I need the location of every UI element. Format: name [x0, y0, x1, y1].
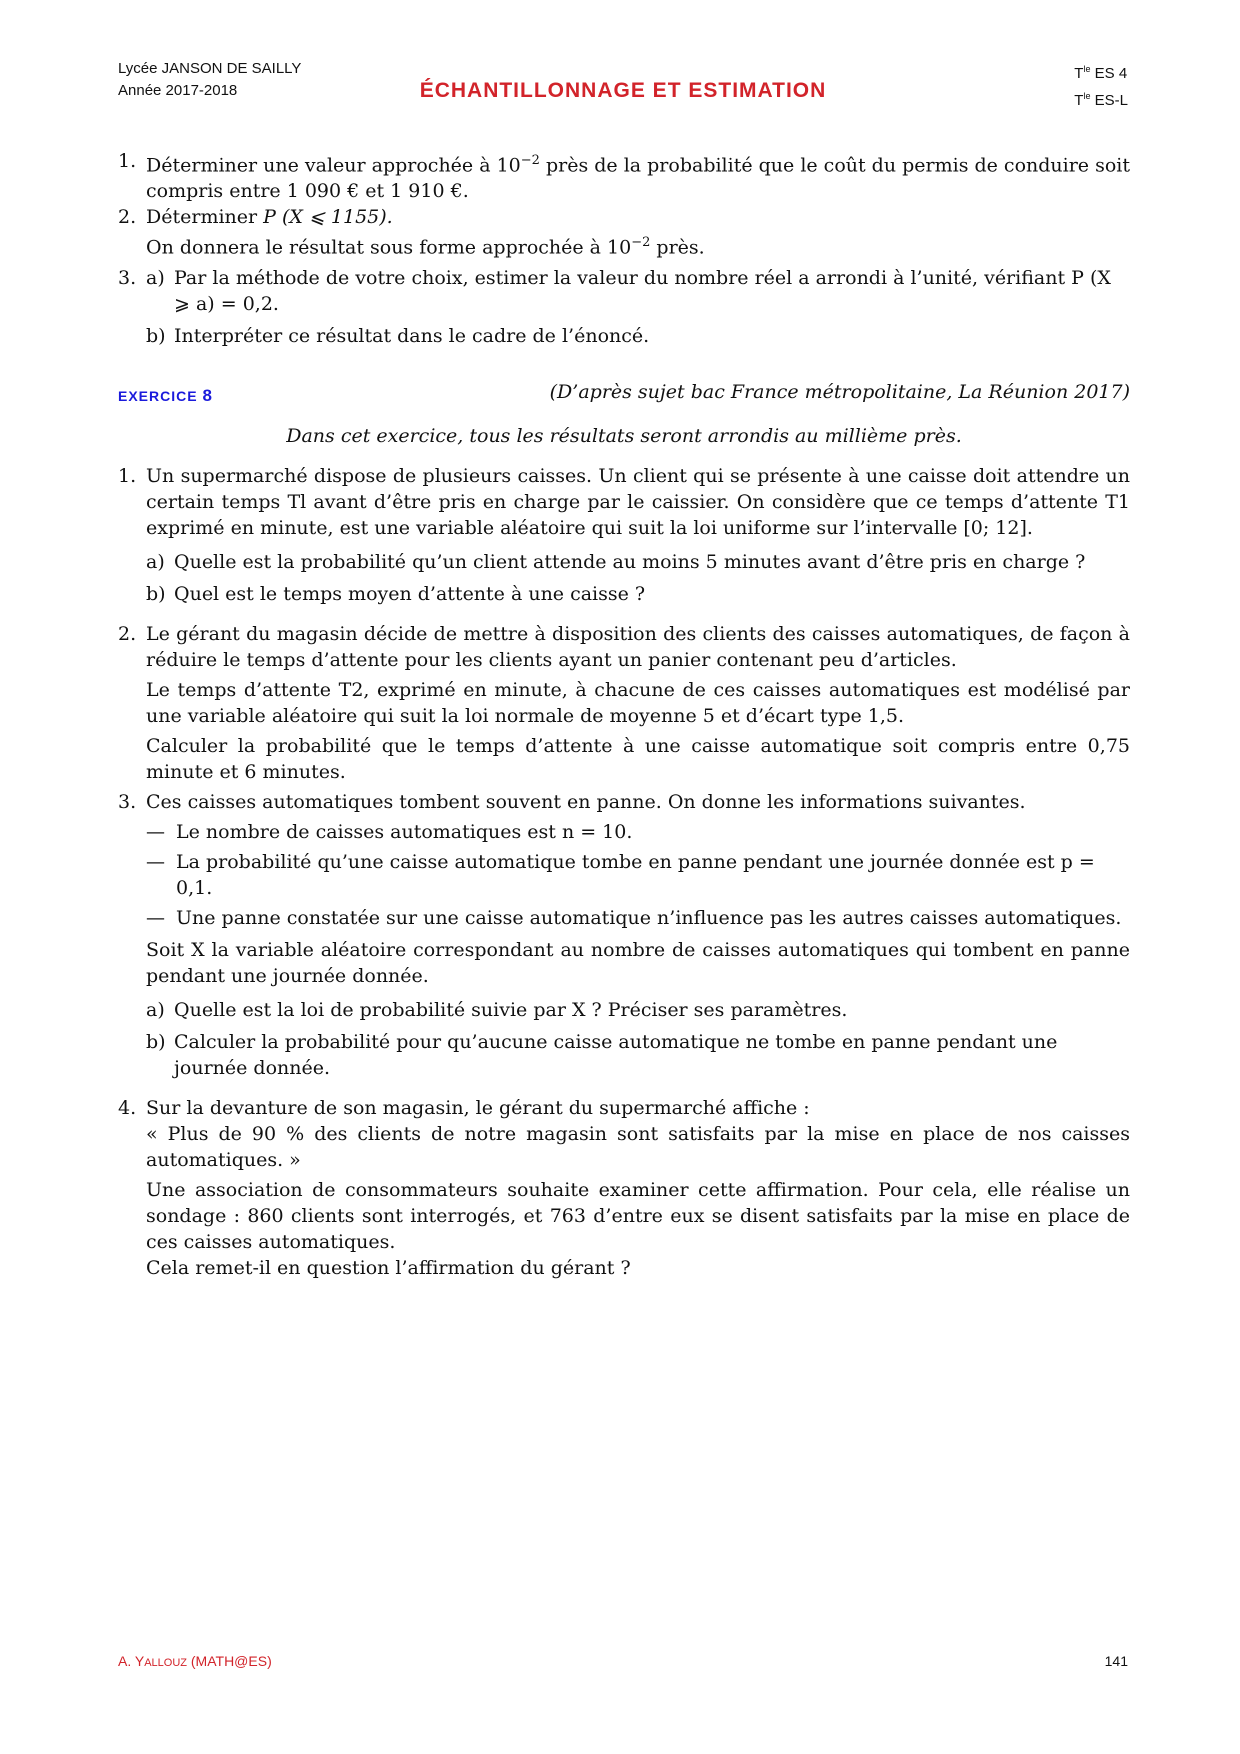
class-1: $T^{le}$ ES 4 — [1074, 64, 1128, 82]
ex8-q3-info-3: — Une panne constatée sur une caisse automatique n’influence pas les autres caisses automatiques. — [146, 906, 1122, 929]
ex8-q1a: a) Quelle est la probabilité qu’un client attende au moins 5 minutes avant d’être pris en charge ? — [146, 550, 1086, 573]
ex8-q3-info-2: — La probabilité qu’une caisse automatique tombe en panne pendant une journée donnée est p = 0,1. — [146, 850, 1095, 899]
ex8-question-2: 2. Le gérant du magasin décide de mettre à disposition des clients des caisses automatiques, de façon à réduire le temps d’attente pour les clients ayant un panier contenant peu d’articles. Le temps d’attente T2, exprimé en minute, à chacune de ces caisses automatiques est modélisé par une variable aléatoire qui suit la loi normale de moyenne 5 et d’écart type 1,5. Calculer la probabilité que le temps d’attente à une caisse automatique soit compris entre 0,75 minute et 6 minutes. — [118, 622, 1130, 783]
ex7-question-2: 2. Déterminer P (X ⩽ 1155). On donnera le résultat sous forme approchée à $10^{-2}$ près. — [118, 206, 705, 259]
ex7-q3b: b) Interpréter ce résultat dans le cadre de l’énoncé. — [146, 324, 650, 347]
ex8-question-4: 4. Sur la devanture de son magasin, le gérant du supermarché affiche : « Plus de 90 % des clients de notre magasin sont satisfaits par la mise en place de nos caisses automatiques. » Une association de consommateurs souhaite examiner cette affirmation. Pour cela, elle réalise un sondage : 860 clients sont interrogés, et 763 d’entre eux se disent satisfaits par la mise en place de ces caisses automatiques. Cela remet-il en question l’affirmation du gérant ? — [118, 1096, 1130, 1279]
ex8-q3a: a) Quelle est la loi de probabilité suivie par X ? Préciser ses paramètres. — [146, 998, 848, 1021]
school-name: Lycée JANSON DE SAILLY — [118, 60, 302, 77]
ex8-question-1: 1. Un supermarché dispose de plusieurs caisses. Un client qui se présente à une caisse doit attendre un certain temps Tl avant d’être pris en charge par le caissier. On considère que ce temps d’attente T1 exprimé en minute, est une variable aléatoire qui suit la loi uniforme sur l’intervalle [0; 12]. a) Quelle est la probabilité qu’un client attende au moins 5 minutes avant d’être pris en charge ? b) Quel est le temps moyen d’attente à une caisse ? — [118, 464, 1130, 605]
page-number: 141 — [1104, 1653, 1128, 1669]
ex8-q3-info-1: — Le nombre de caisses automatiques est n = 10. — [146, 820, 633, 843]
class-2: $T^{le}$ ES-L — [1074, 91, 1128, 109]
author: A. YALLOUZ (MATH@ES) — [118, 1653, 272, 1669]
chapter-title: ÉCHANTILLONNAGE ET ESTIMATION — [419, 79, 827, 102]
exercise-8-header — [118, 379, 1130, 407]
ex8-q1b: b) Quel est le temps moyen d’attente à une caisse ? — [146, 582, 646, 605]
ex7-question-1: 1. Déterminer une valeur approchée à $10^{-2}$ près de la probabilité que le coût du permis de conduire soit compris entre 1 090 € et 1 910 €. — [118, 150, 1130, 203]
ex8-question-3: 3. Ces caisses automatiques tombent souvent en panne. On donne les informations suivantes. — Le nombre de caisses automatiques est n = 10. — La probabilité qu’une caisse automatique tombe en panne pendant une journée donnée est p = 0,1. — Une panne constatée sur une caisse automatique n’influence pas les autres caisses automatiques. Soit X la variable aléatoire correspondant au nombre de caisses automatiques qui tombent en panne pendant une journée donnée. a) Quelle est la loi de probabilité suivie par X ? Préciser ses paramètres. b) Calculer la probabilité pour qu’aucune caisse automatique ne tombe en panne pendant une journée donnée. — [118, 790, 1130, 1079]
school-year: Année 2017-2018 — [118, 82, 238, 99]
header-right — [1074, 58, 1128, 112]
exercise-source: (D’après sujet bac France métropolitaine, La Réunion 2017) — [549, 380, 1130, 403]
ex7-question-3: 3. a) Par la méthode de votre choix, estimer la valeur du nombre réel a arrondi à l’unité, vérifiant P (X ⩾ a) = 0,2. b) Interpréter ce résultat dans le cadre de l’énoncé. — [118, 265, 1130, 349]
exercise-note: Dans cet exercice, tous les résultats seront arrondis au millième près. — [286, 424, 962, 447]
page-content — [118, 148, 1130, 1281]
ex8-q3b: b) Calculer la probabilité pour qu’aucune caisse automatique ne tombe en panne pendant une journée donnée. — [146, 1030, 1058, 1079]
exercise-label: EXERCICE 8 — [118, 385, 213, 405]
page-header — [118, 58, 1128, 109]
ex7-q3a: a) Par la méthode de votre choix, estimer la valeur du nombre réel a arrondi à l’unité, vérifiant P (X ⩾ a) = 0,2. — [146, 266, 1111, 315]
